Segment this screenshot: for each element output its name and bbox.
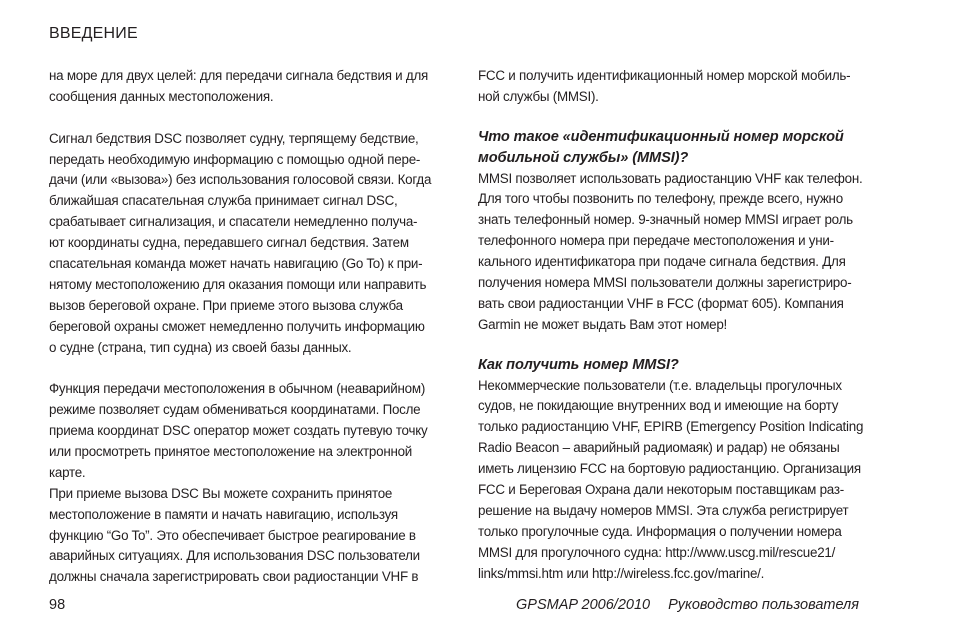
text-line: MMSI для прогулочного судна: http://www.uscg.mil/rescue21/ bbox=[478, 544, 836, 560]
text-line: Radio Beacon – аварийный радиомаяк) и радар) не обязаны bbox=[478, 440, 840, 456]
manual-title: Руководство пользователя bbox=[668, 597, 859, 613]
text-line: links/mmsi.htm или http://wireless.fcc.gov/marine/. bbox=[478, 565, 765, 581]
text-line: береговой охраны сможет немедленно получить информацию bbox=[49, 318, 425, 334]
text-line: аварийных ситуациях. Для использования DSC пользователи bbox=[49, 548, 420, 564]
text-line: ют координаты судна, передавшего сигнал бедствия. Затем bbox=[49, 235, 409, 251]
right-column bbox=[478, 66, 888, 584]
text-line: получения номера MMSI пользователи должны зарегистриро- bbox=[478, 275, 852, 291]
text-line: Функция передачи местоположения в обычном (неаварийном) bbox=[49, 381, 426, 397]
text-line: нятому местоположению для оказания помощи или направить bbox=[49, 276, 427, 292]
get-mmsi-heading: Как получить номер MMSI? bbox=[478, 356, 679, 373]
text-line: местоположение в памяти и начать навигацию, используя bbox=[49, 506, 398, 522]
text-line: телефонного номера при передаче местоположения и уни- bbox=[478, 233, 834, 249]
mmsi-definition-heading: Что такое «идентификационный номер морской bbox=[478, 128, 844, 145]
footer-title bbox=[516, 597, 859, 613]
text-line: сообщения данных местоположения. bbox=[49, 88, 274, 104]
text-line: кального идентификатора при подаче сигнала бедствия. Для bbox=[478, 254, 846, 270]
text-line: знать телефонный номер. 9-значный номер MMSI играет роль bbox=[478, 212, 853, 228]
text-line: вызов береговой охране. При приеме этого вызова служба bbox=[49, 297, 403, 313]
text-line: ближайшая спасательная служба принимает сигнал DSC, bbox=[49, 193, 398, 209]
text-line: срабатывает сигнализация, и спасатели немедленно получа- bbox=[49, 214, 418, 230]
text-line: иметь лицензию FCC на бортовую радиостанцию. Организация bbox=[478, 461, 861, 477]
text-line bbox=[49, 358, 454, 379]
text-line: приема координат DSC оператор может создать путевую точку bbox=[49, 423, 428, 439]
text-line: только прогулочные суда. Информация о получении номера bbox=[478, 523, 842, 539]
text-line: только радиостанцию VHF, EPIRB (Emergency Position Indicating bbox=[478, 419, 864, 435]
text-line: FCC и получить идентификационный номер морской мобиль- bbox=[478, 68, 851, 83]
text-line: режиме позволяет судам обмениваться координатами. После bbox=[49, 402, 421, 418]
text-line: дачи (или «вызова») без использования голосовой связи. Когда bbox=[49, 172, 432, 188]
text-line: решение на выдачу номеров MMSI. Эта служба регистрирует bbox=[478, 502, 849, 518]
text-line: Для того чтобы позвонить по телефону, прежде всего, нужно bbox=[478, 191, 843, 207]
text-line: Некоммерческие пользователи (т.е. владельцы прогулочных bbox=[478, 377, 842, 393]
text-line: на море для двух целей: для передачи сигнала бедствия и для bbox=[49, 68, 429, 83]
text-line: или просмотреть принятое местоположение на электронной bbox=[49, 444, 413, 460]
mmsi-definition-heading: мобильной службы» (MMSI)? bbox=[478, 149, 689, 166]
text-line: должны сначала зарегистрировать свои радиостанции VHF в bbox=[49, 569, 419, 585]
text-line: карте. bbox=[49, 464, 86, 480]
text-line: функцию “Go To”. Это обеспечивает быстрое реагирование в bbox=[49, 527, 416, 543]
text-line: о судне (страна, тип судна) из своей базы данных. bbox=[49, 339, 352, 355]
text-line: судов, не покидающие внутренних вод и имеющие на борту bbox=[478, 398, 839, 414]
page-number: 98 bbox=[49, 597, 66, 613]
text-line: передать необходимую информацию с помощью одной пере- bbox=[49, 151, 421, 167]
text-line: спасательная команда может начать навигацию (Go To) к при- bbox=[49, 256, 423, 272]
text-line: FCC и Береговая Охрана дали некоторым поставщикам раз- bbox=[478, 482, 844, 498]
text-line: Garmin не может выдать Вам этот номер! bbox=[478, 316, 728, 332]
text-line: MMSI позволяет использовать радиостанцию VHF как телефон. bbox=[478, 170, 863, 186]
text-line: Сигнал бедствия DSC позволяет судну, терпящему бедствие, bbox=[49, 130, 419, 146]
product-name: GPSMAP 2006/2010 bbox=[516, 597, 651, 613]
text-line bbox=[49, 108, 454, 129]
text-line: При приеме вызова DSC Вы можете сохранить принятое bbox=[49, 485, 393, 501]
left-column bbox=[49, 66, 454, 588]
text-line: ной службы (MMSI). bbox=[478, 88, 599, 104]
section-title: ВВЕДЕНИЕ bbox=[49, 25, 138, 42]
text-line: вать свои радиостанции VHF в FCC (формат 605). Компания bbox=[478, 295, 844, 311]
